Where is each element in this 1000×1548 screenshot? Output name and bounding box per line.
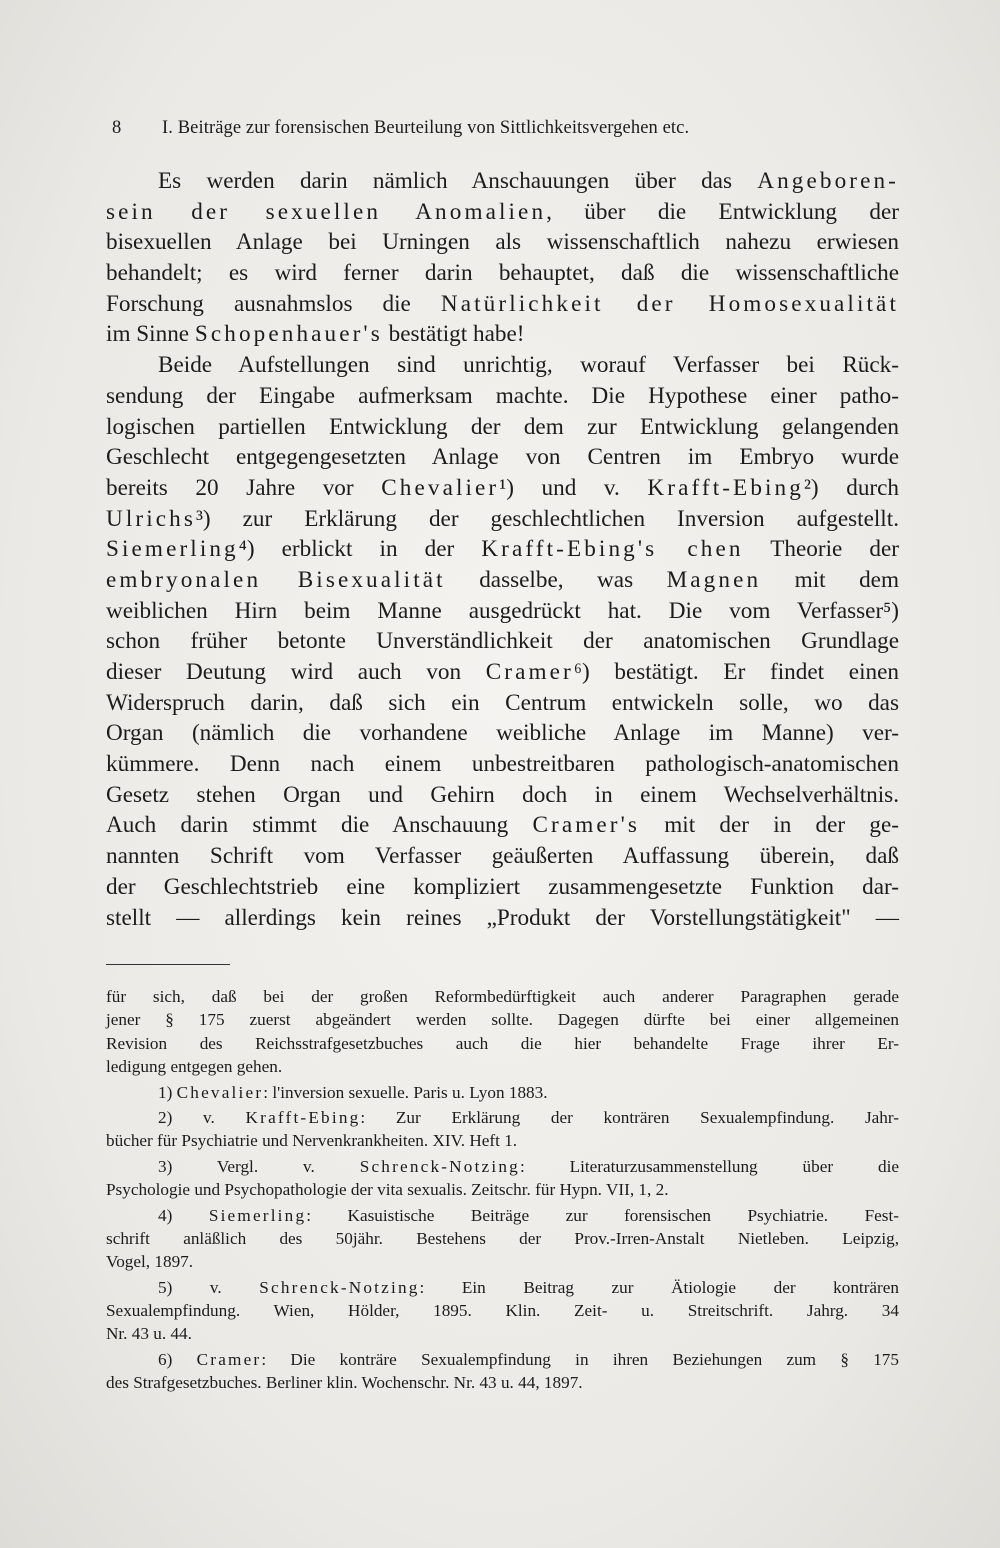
footnote-line: schrift anläßlich des 50jähr. Bestehens der Prov.-Irren-Anstalt Nietleben. Leipzig, — [106, 1228, 899, 1248]
text-line: Es werden darin nämlich Anschauungen über das Angeboren- — [158, 168, 899, 194]
main-text — [106, 166, 899, 933]
footnote-line: jener § 175 zuerst abgeändert werden sollte. Dagegen dürfte bei einer allgemeinen — [106, 1010, 899, 1030]
footnote-line: Nr. 43 u. 44. — [106, 1324, 192, 1344]
text-line: dieser Deutung wird auch von Cramer⁶) bestätigt. Er findet einen — [106, 659, 899, 685]
text-line: Ulrichs³) zur Erklärung der geschlechtlichen Inversion aufgestellt. — [106, 505, 899, 532]
text-line: behandelt; es wird ferner darin behauptet, daß die wissenschaftliche — [106, 260, 899, 287]
text-line: Forschung ausnahmslos die Natürlichkeit der Homosexualität — [106, 290, 899, 317]
text-line: weiblichen Hirn beim Manne ausgedrückt hat. Die vom Verfasser⁵) — [106, 597, 899, 624]
footnote-1: 1) Chevalier: l'inversion sexuelle. Paris u. Lyon 1883. — [158, 1082, 548, 1102]
footnote-line: ledigung entgegen gehen. — [106, 1057, 283, 1077]
footnote-2: 2) v. Krafft-Ebing: Zur Erklärung der konträren Sexualempfindung. Jahr- — [158, 1107, 900, 1127]
running-title: I. Beiträge zur forensischen Beurteilung von Sittlichkeitsvergehen etc. — [162, 118, 690, 138]
text-line: sendung der Eingabe aufmerksam machte. Die Hypothese einer patho- — [106, 382, 899, 409]
text-line: der Geschlechtstrieb eine kompliziert zusammengesetzte Funktion dar- — [106, 873, 899, 900]
text-line: bereits 20 Jahre vor Chevalier¹) und v. Krafft-Ebing²) durch — [106, 474, 900, 501]
footnote-line: des Strafgesetzbuches. Berliner klin. Wochenschr. Nr. 43 u. 44, 1897. — [106, 1373, 583, 1393]
text-line: Auch darin stimmt die Anschauung Cramer's mit der in der ge- — [106, 812, 899, 839]
page-number: 8 — [112, 118, 122, 138]
footnote-line: für sich, daß bei der großen Reformbedürftigkeit auch anderer Paragraphen gerade — [106, 987, 899, 1006]
text-line: kümmere. Denn nach einem unbestreitbaren pathologisch-anatomischen — [106, 751, 899, 778]
footnote-line: Vogel, 1897. — [106, 1252, 194, 1272]
text-line: logischen partiellen Entwicklung der dem zur Entwicklung gelangenden — [106, 413, 899, 440]
footnote-5: 5) v. Schrenck-Notzing: Ein Beitrag zur Ätiologie der konträren — [158, 1277, 899, 1297]
running-header — [112, 118, 902, 139]
footnote-line: Sexualempfindung. Wien, Hölder, 1895. Klin. Zeit- u. Streitschrift. Jahrg. 34 — [106, 1301, 899, 1321]
text-line: Geschlecht entgegengesetzten Anlage von Centren im Embryo wurde — [106, 444, 899, 471]
text-line: Siemerling⁴) erblickt in der Krafft-Ebing's chen Theorie der — [106, 536, 899, 563]
text-line: im Sinne Schopenhauer's bestätigt habe! — [106, 321, 525, 348]
text-line: stellt — allerdings kein reines „Produkt der Vorstellungstätigkeit" — — [106, 904, 899, 931]
text-line: Beide Aufstellungen sind unrichtig, worauf Verfasser bei Rück- — [158, 352, 899, 379]
text-line: schon früher betonte Unverständlichkeit der anatomischen Grundlage — [106, 628, 899, 655]
footnote-line: bücher für Psychiatrie und Nervenkrankheiten. XIV. Heft 1. — [106, 1131, 518, 1151]
text-line: Gesetz stehen Organ und Gehirn doch in einem Wechselverhältnis. — [106, 781, 899, 808]
text-line: nannten Schrift vom Verfasser geäußerten Auffassung überein, daß — [106, 843, 899, 870]
footnote-6: 6) Cramer: Die konträre Sexualempfindung in ihren Beziehungen zum § 175 — [158, 1349, 899, 1369]
footnote-divider — [106, 964, 230, 965]
footnote-3: 3) Vergl. v. Schrenck-Notzing: Literaturzusammenstellung über die — [158, 1156, 899, 1176]
text-line: Widerspruch darin, daß sich ein Centrum entwickeln solle, wo das — [106, 689, 899, 716]
text-line: embryonalen Bisexualität dasselbe, was Magnen mit dem — [106, 566, 899, 593]
footnote-4: 4) Siemerling: Kasuistische Beiträge zur forensischen Psychiatrie. Fest- — [158, 1205, 899, 1225]
footnote-line: Revision des Reichsstrafgesetzbuches auch die hier behandelte Frage ihrer Er- — [106, 1033, 899, 1053]
text-line: sein der sexuellen Anomalien, über die Entwicklung der — [106, 198, 899, 225]
footnotes — [106, 985, 899, 1395]
text-line: Organ (nämlich die vorhandene weibliche Anlage im Manne) ver- — [106, 720, 899, 747]
text-line: bisexuellen Anlage bei Urningen als wissenschaftlich nahezu erwiesen — [106, 229, 899, 256]
footnote-line: Psychologie und Psychopathologie der vita sexualis. Zeitschr. für Hypn. VII, 1, 2. — [106, 1180, 669, 1200]
